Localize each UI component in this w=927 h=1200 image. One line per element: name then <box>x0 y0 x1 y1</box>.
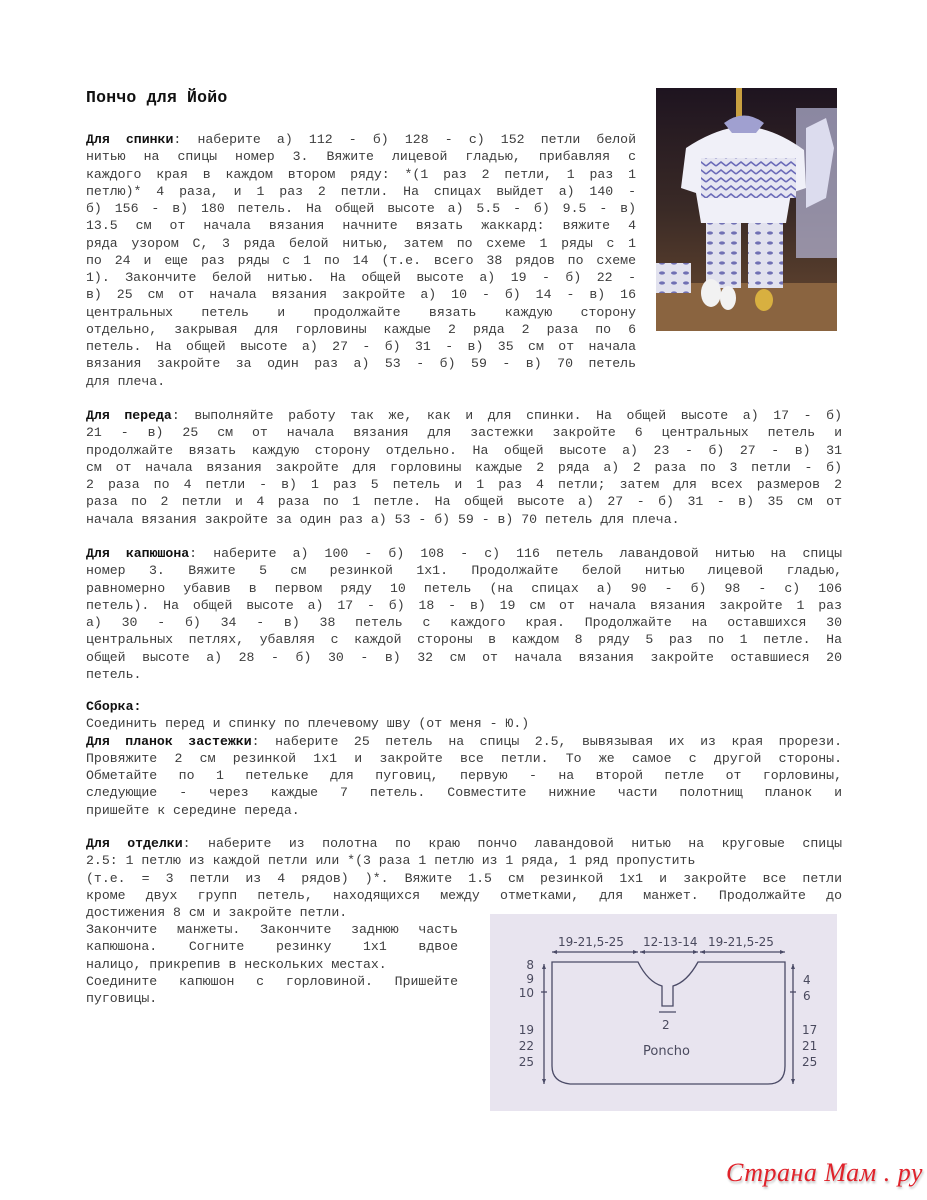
section-heading-front: Для переда <box>86 408 172 423</box>
section-assembly: Сборка: Соединить перед и спинку по плечевому шву (от меня - Ю.) Для планок застежки: наберите 25 петель на спицы 2.5, вывязывая их из края прорези. Провяжите 2 см резинкой 1х1 и закройте все петли. То же самое с другой стороны. Обметайте по 1 петельке для пуговиц, первую - на второй петле от горловины, следующие - через каждые 7 петель. Совместите нижние части полотнищ планок и пришейте к середине переда. <box>86 699 842 818</box>
dim-right-upper: 4 6 <box>803 973 811 1003</box>
diagram-label: Poncho <box>643 1044 690 1059</box>
page-title: Пончо для Йойо <box>86 88 228 107</box>
section-front: Для переда: выполняйте работу так же, как и для спинки. На общей высоте а) 17 - б) 21 - в) 25 см от начала вязания для застежки закройте 6 центральных петель и продолжайте вязать каждую сторону отдельно. На общей высоте а) 23 - б) 27 - в) 31 см от начала вязания закройте для горловины каждые 2 ряда а) 2 раза по 3 петли - б) 2 раза по 4 петли - в) 1 раз 5 петель и 1 раз 4 петли; затем для всех размеров 2 раза по 2 петли и 4 раза по 1 петле. На общей высоте а) 27 - б) 31 - в) 35 см от начала вязания закройте за один раз а) 53 - б) 59 - в) 70 петель для плеча. <box>86 408 843 527</box>
dim-top-left: 19-21,5-25 <box>558 935 624 949</box>
section-back: Для спинки: наберите а) 112 - б) 128 - с) 152 петли белой нитью на спицы номер 3. Вяжите лицевой гладью, прибавляя с каждого края в каждом втором ряду: *(1 раз 2 петли, 1 раз 1 петлю)* 4 раза, и 1 раз 2 петли. На спицах выйдет а) 140 - б) 156 - в) 180 петель. На общей высоте а) 5.5 - б) 9.5 - в) 13.5 см от начала вязания начните вязать жаккард: вяжите 4 ряда узором С, 3 ряда белой нитью, затем по схеме 1 ряды с 1 по 24 и еще раз ряды с 1 по 14 (т.е. всего 38 рядов по схеме 1). Закончите белой нитью. На общей высоте а) 19 - б) 22 - в) 25 см от начала вязания закройте а) 10 - б) 14 - в) 16 центральных петель и продолжайте вязать каждую сторону отдельно, закрывая для горловины каждые 2 ряда 2 раза по 6 петель. На общей высоте а) 27 - б) 31 - в) 35 см от начала вязания закройте за один раз а) 53 - б) 59 - в) 70 петель для плеча. <box>86 132 637 389</box>
dim-right-lower: 17 21 25 <box>802 1023 818 1069</box>
dim-left-upper: 8 9 10 <box>518 958 534 1000</box>
section-hood: Для капюшона: наберите а) 100 - б) 108 - с) 116 петель лавандовой нитью на спицы номер 3. Вяжите 5 см резинкой 1х1. Продолжайте белой нитью лицевой гладью, равномерно убавив в первом ряду 10 петель (на спицах а) 90 - б) 98 - с) 106 петель). На общей высоте а) 17 - б) 18 - в) 19 см от начала вязания закройте 1 раз а) 30 - б) 34 - в) 38 петель с каждого края. Продолжайте на оставшихся 30 центральных петлях, убавляя с каждой стороны в каждом 8 ряду 5 раз по 1 петле. На общей высоте а) 28 - б) 30 - в) 32 см от начала вязания закройте оставшиеся 20 петель. <box>86 546 843 682</box>
section-heading-assembly: Сборка <box>86 699 134 714</box>
section-heading-finishing: Для отделки <box>86 836 183 851</box>
section-heading-hood: Для капюшона <box>86 546 190 561</box>
dim-left-lower: 19 22 25 <box>518 1023 534 1069</box>
section-finishing-continued: Закончите манжеты. Закончите заднюю часть капюшона. Согните резинку 1х1 вдвое налицо, прикрепив в нескольких местах. Соедините капюшон с горловиной. Пришейте пуговицы. <box>86 922 458 1006</box>
site-watermark: Страна Мам . ру <box>726 1158 923 1187</box>
poncho-schematic <box>490 914 837 1111</box>
section-heading-back: Для спинки <box>86 132 174 147</box>
section-finishing: Для отделки: наберите из полотна по краю пончо лавандовой нитью на круговые спицы 2.5: 1 петлю из каждой петли или *(3 раза 1 петлю из 1 ряда, 1 ряд пропустить (т.е. = 3 петли из 4 рядов) )*. Вяжите 1.5 см резинкой 1х1 и закройте все петли кроме двух групп петель, находящихся между отметками, для манжет. Продолжайте до достижения 8 см и закройте петли. <box>86 836 842 920</box>
poncho-photo <box>656 88 837 331</box>
dim-top-center: 12-13-14 <box>643 935 698 949</box>
dim-slit-width: 2 <box>662 1018 670 1032</box>
section-heading-placket: Для планок застежки <box>86 733 252 749</box>
dim-top-right: 19-21,5-25 <box>708 935 774 949</box>
photo-image-icon <box>656 88 837 331</box>
